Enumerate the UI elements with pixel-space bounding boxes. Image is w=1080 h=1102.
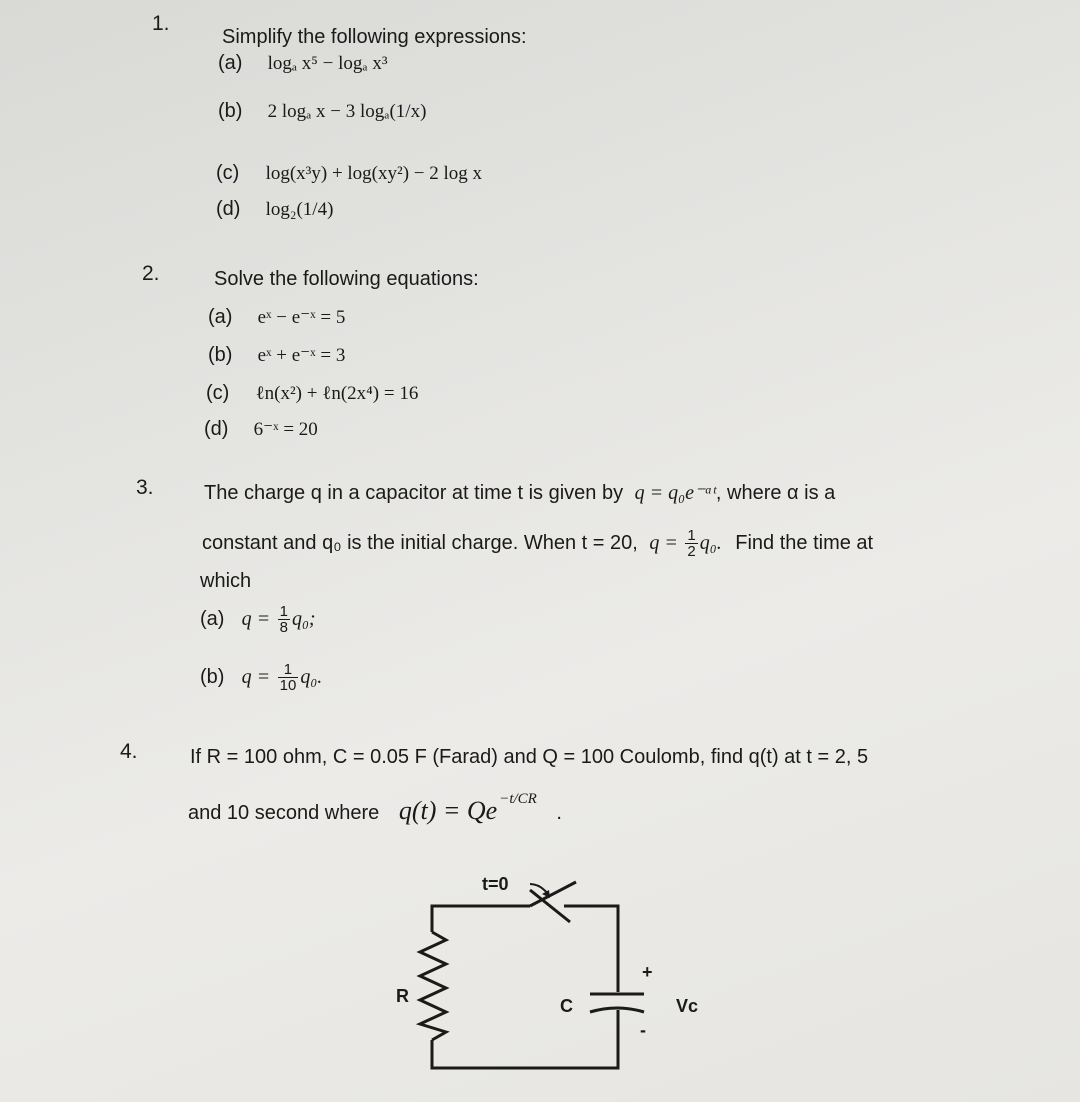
circuit-bottom-wire [432, 1010, 618, 1068]
q3-half-num: 1 [687, 527, 696, 544]
q4-formula: q(t) = Qe [398, 796, 498, 825]
q3-part-b-fraction [278, 662, 299, 693]
q1-part-c-expr: log(x³y) + log(xy²) − 2 log x [265, 163, 483, 184]
question-2-number: 2. [142, 262, 160, 285]
plus-sign: + [642, 962, 653, 982]
q3-line-3: which [200, 570, 252, 592]
q3-line-1-text: The charge q in a capacitor at time t is given by [204, 482, 624, 504]
q2-part-b [208, 344, 345, 367]
q3-half-fraction [685, 528, 697, 559]
q1-part-c-label: (c) [216, 162, 240, 184]
q4-line-2 [188, 791, 562, 826]
capacitor-label: C [560, 996, 573, 1016]
q3-half-lhs: q = [649, 531, 678, 554]
q3-part-b-num: 1 [278, 662, 299, 678]
q3-part-a [200, 604, 316, 635]
q3-part-b [200, 662, 322, 693]
q1-part-c [216, 162, 482, 185]
resistor-label: R [396, 986, 409, 1006]
q3-part-b-label: (b) [200, 665, 225, 688]
q2-part-b-label: (b) [208, 344, 233, 366]
question-4-number: 4. [120, 740, 138, 763]
q3-part-b-lhs: q = [241, 665, 271, 688]
q2-part-c-label: (c) [206, 382, 230, 404]
resistor-zigzag [420, 932, 446, 1040]
circuit-top-wire-right [564, 906, 618, 992]
voltage-label: Vc [676, 996, 699, 1016]
q3-half-den: 2 [687, 543, 696, 560]
circuit-top-wire-left [432, 906, 530, 932]
q4-period: . [556, 802, 562, 824]
q3-part-a-fraction [278, 604, 290, 635]
question-2-title: Solve the following equations: [214, 268, 479, 290]
q3-line-1-tail: , where α is a [715, 482, 836, 504]
q1-part-b-expr: 2 logₐ x − 3 logₐ(1/x) [267, 101, 427, 122]
q4-formula-exponent: −t/CR [499, 791, 537, 807]
q1-part-b [218, 100, 426, 123]
q2-part-a-label: (a) [208, 306, 233, 328]
q3-part-a-den: 8 [279, 619, 288, 636]
q1-part-a [218, 52, 388, 75]
q1-part-a-label: (a) [218, 52, 243, 74]
q3-part-b-den: 10 [279, 677, 297, 694]
q2-part-b-expr: eˣ + e⁻ˣ = 3 [257, 345, 346, 366]
q2-part-c [206, 382, 418, 405]
q1-part-d [216, 198, 333, 221]
q2-part-c-expr: ℓn(x²) + ℓn(2x⁴) = 16 [255, 383, 419, 404]
q4-line-1: If R = 100 ohm, C = 0.05 F (Farad) and Q = 100 Coulomb, find q(t) at t = 2, 5 [190, 746, 869, 768]
q2-part-d-expr: 6⁻ˣ = 20 [253, 419, 318, 440]
q2-part-a [208, 306, 345, 329]
q2-part-d-label: (d) [204, 418, 229, 440]
q3-line-2-tail: Find the time at [735, 531, 874, 554]
question-1-number: 1. [152, 12, 170, 35]
q1-part-d-expr: log₂(1/4) [265, 199, 334, 220]
rc-circuit-diagram [380, 860, 740, 1090]
question-1-title: Simplify the following expressions: [222, 26, 527, 48]
q3-line-1 [204, 480, 835, 505]
q3-charge-equation: q = q₀e⁻ᵅᵗ [634, 482, 716, 504]
q1-part-b-label: (b) [218, 100, 243, 122]
q1-part-a-expr: logₐ x⁵ − logₐ x³ [267, 53, 388, 74]
q3-line-2-text: constant and q₀ is the initial charge. When t = 20, [202, 531, 638, 554]
q3-line-2 [202, 528, 873, 559]
q2-part-d [204, 418, 318, 441]
q3-part-a-num: 1 [279, 603, 288, 620]
q3-part-a-rhs: q₀; [291, 607, 316, 630]
q3-part-a-label: (a) [200, 607, 225, 630]
q1-part-d-label: (d) [216, 198, 241, 220]
switch-label: t=0 [482, 874, 509, 894]
minus-sign: - [640, 1020, 646, 1040]
q3-part-a-lhs: q = [241, 607, 271, 630]
q4-line-2-text: and 10 second where [188, 802, 380, 824]
q2-part-a-expr: eˣ − e⁻ˣ = 5 [257, 307, 346, 328]
q3-part-b-rhs: q₀. [300, 665, 323, 688]
q3-half-rhs: q₀. [699, 531, 722, 554]
question-3-number: 3. [136, 476, 154, 499]
